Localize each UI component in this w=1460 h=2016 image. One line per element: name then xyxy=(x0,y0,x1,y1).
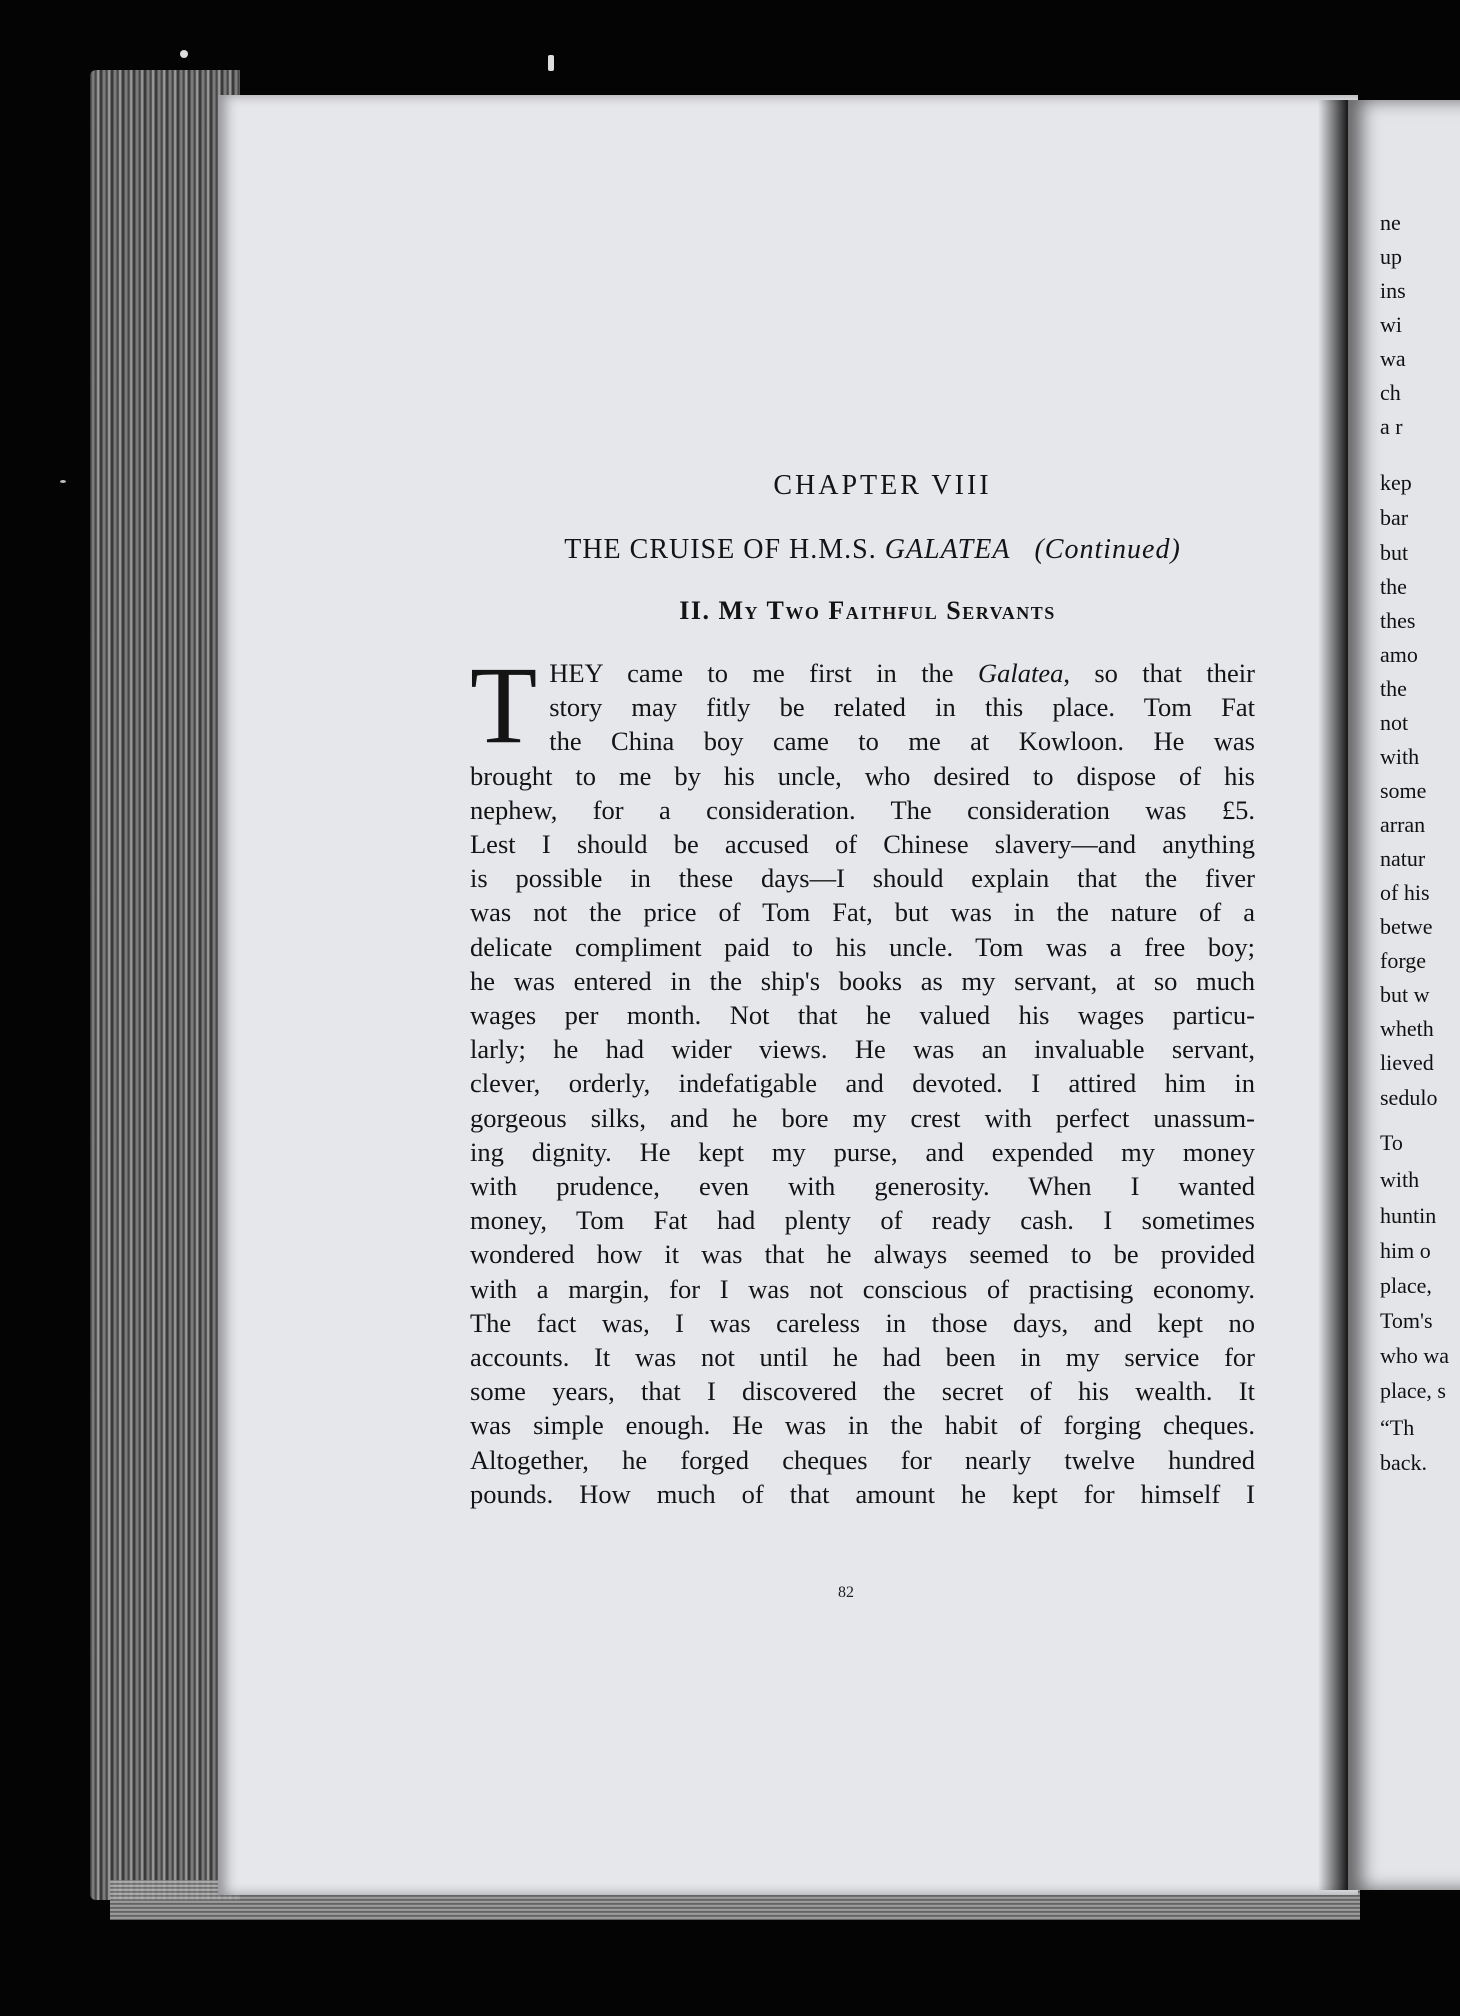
body-line: pounds. How much of that amount he kept for himself I xyxy=(470,1478,1255,1509)
body-line: Altogether, he forged cheques for nearly twelve hundred xyxy=(470,1444,1255,1475)
facing-page-line: back. xyxy=(1380,1450,1428,1475)
facing-page-line: To xyxy=(1380,1130,1403,1155)
facing-page-line: bar xyxy=(1380,505,1409,530)
body-line: larly; he had wider views. He was an invaluable servant, xyxy=(470,1034,1255,1065)
facing-page-line: a r xyxy=(1380,414,1403,439)
body-line: was simple enough. He was in the habit of forging cheques. xyxy=(470,1410,1255,1441)
facing-page-line: “Th xyxy=(1380,1415,1415,1440)
body-line: delicate compliment paid to his uncle. Tom was a free boy; xyxy=(470,931,1255,962)
facing-page-line: the xyxy=(1380,574,1407,599)
body-line: the China boy came to me at Kowloon. He was xyxy=(549,726,1255,757)
body-line: with a margin, for I was not conscious of practising economy. xyxy=(470,1273,1255,1304)
body-line: wondered how it was that he always seemed to be provided xyxy=(470,1239,1255,1270)
section-title: II. My Two Faithful Servants xyxy=(679,596,1056,625)
body-line: he was entered in the ship's books as my servant, at so much xyxy=(470,965,1255,996)
facing-page-line: arran xyxy=(1380,812,1426,837)
facing-page-line: wheth xyxy=(1380,1016,1434,1041)
facing-page-line: but w xyxy=(1380,982,1430,1007)
body-line: brought to me by his uncle, who desired to dispose of his xyxy=(470,760,1255,791)
facing-page-line: wi xyxy=(1380,312,1402,337)
facing-page-line: up xyxy=(1380,244,1402,269)
chapter-title-ship: GALATEA xyxy=(884,534,1011,565)
body-line: gorgeous silks, and he bore my crest with perfect unassum- xyxy=(470,1102,1255,1133)
drop-cap: T xyxy=(470,644,538,766)
facing-page-line: with xyxy=(1380,1167,1420,1192)
chapter-title xyxy=(470,534,1255,566)
facing-page-line: huntin xyxy=(1380,1203,1437,1228)
body-lines xyxy=(470,644,1255,1511)
body-line: money, Tom Fat had plenty of ready cash. I sometimes xyxy=(470,1205,1255,1236)
scan-speck xyxy=(60,480,66,483)
body-line: ing dignity. He kept my purse, and expended my money xyxy=(470,1136,1255,1167)
facing-page-line: amo xyxy=(1380,642,1418,667)
scan-speck xyxy=(180,50,188,58)
facing-page xyxy=(1348,100,1460,1890)
scan-speck xyxy=(548,55,554,71)
body-line: nephew, for a consideration. The consideration was £5. xyxy=(470,794,1255,825)
facing-page-line: forge xyxy=(1380,948,1427,973)
body-line: was not the price of Tom Fat, but was in the nature of a xyxy=(470,897,1255,928)
facing-page-line: betwe xyxy=(1380,914,1433,939)
body-line: wages per month. Not that he valued his wages particu- xyxy=(470,1000,1255,1031)
body-line: Lest I should be accused of Chinese slavery—and anything xyxy=(470,829,1255,860)
facing-page-line: kep xyxy=(1380,470,1412,495)
facing-page-line: Tom's xyxy=(1380,1308,1433,1333)
facing-page-line: of his xyxy=(1380,880,1430,905)
facing-page-line: but xyxy=(1380,540,1409,565)
body-line: HEY came to me first in the Galatea, so that their xyxy=(549,658,1255,688)
chapter-number: CHAPTER VIII xyxy=(773,470,992,501)
body-line: is possible in these days—I should explain that the fiver xyxy=(470,863,1255,894)
page-number: 82 xyxy=(838,1584,854,1601)
body-line: some years, that I discovered the secret of his wealth. It xyxy=(470,1376,1255,1407)
facing-page-line: thes xyxy=(1380,608,1416,633)
body-line: clever, orderly, indefatigable and devoted. I attired him in xyxy=(470,1068,1255,1099)
chapter-title-suffix: (Continued) xyxy=(1034,534,1181,565)
body-text xyxy=(470,644,1255,1511)
facing-page-line: natur xyxy=(1380,846,1426,871)
facing-page-line: lieved xyxy=(1380,1050,1434,1075)
facing-page-line: the xyxy=(1380,676,1407,701)
page-content xyxy=(470,470,1255,1511)
facing-page-line: sedulo xyxy=(1380,1085,1438,1110)
facing-page-line: some xyxy=(1380,778,1427,803)
facing-page-line: ch xyxy=(1380,380,1401,405)
body-line: accounts. It was not until he had been in my service for xyxy=(470,1342,1255,1373)
facing-page-line: not xyxy=(1380,710,1409,735)
facing-page-line: wa xyxy=(1380,346,1406,371)
body-line: The fact was, I was careless in those days, and kept no xyxy=(470,1307,1255,1338)
body-line: story may fitly be related in this place. Tom Fat xyxy=(549,692,1255,723)
body-line: with prudence, even with generosity. When I wanted xyxy=(470,1171,1255,1202)
chapter-title-prefix: THE CRUISE OF H.M.S. xyxy=(564,534,877,565)
facing-page-line: him o xyxy=(1380,1238,1431,1263)
facing-page-line: place, xyxy=(1380,1273,1432,1298)
facing-page-line: who wa xyxy=(1380,1343,1450,1368)
facing-page-line: ne xyxy=(1380,210,1401,235)
facing-page-line: ins xyxy=(1380,278,1406,303)
facing-page-line: place, s xyxy=(1380,1378,1446,1403)
facing-page-line: with xyxy=(1380,744,1420,769)
